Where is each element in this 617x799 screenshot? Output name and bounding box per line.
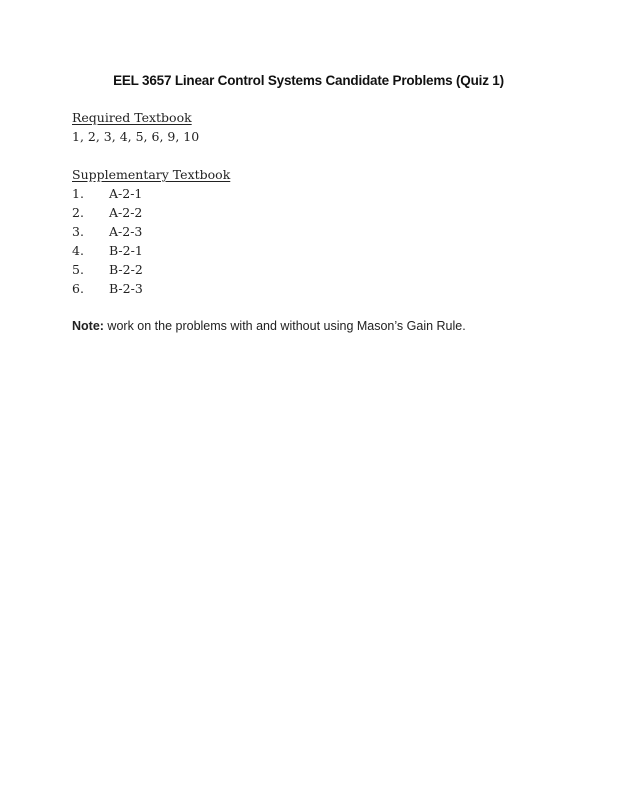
document-body [72, 108, 572, 336]
list-item-number: 5. [72, 262, 84, 277]
supplementary-problem-list [72, 184, 572, 298]
list-item [72, 241, 572, 260]
document-title: EEL 3657 Linear Control Systems Candidate Problems (Quiz 1) [113, 73, 504, 88]
list-item-text: A-2-1 [109, 186, 143, 201]
list-item [72, 184, 572, 203]
list-item-number: 6. [72, 281, 84, 296]
supplementary-textbook-heading: Supplementary Textbook [72, 167, 231, 182]
list-item [72, 279, 572, 298]
section-spacer [72, 146, 572, 165]
note-label: Note: [72, 319, 104, 333]
list-item [72, 260, 572, 279]
list-item-text: A-2-3 [109, 224, 143, 239]
list-item-text: A-2-2 [109, 205, 143, 220]
note-paragraph [72, 317, 572, 336]
required-problems: 1, 2, 3, 4, 5, 6, 9, 10 [72, 129, 200, 144]
list-item [72, 203, 572, 222]
list-item-text: B-2-3 [109, 281, 143, 296]
list-item-text: B-2-2 [109, 262, 143, 277]
list-item-number: 1. [72, 186, 84, 201]
required-textbook-heading: Required Textbook [72, 110, 192, 125]
list-item-number: 3. [72, 224, 84, 239]
note-text: work on the problems with and without using Mason’s Gain Rule. [103, 319, 466, 333]
list-item-number: 4. [72, 243, 84, 258]
list-item-text: B-2-1 [109, 243, 143, 258]
list-item [72, 222, 572, 241]
list-item-number: 2. [72, 205, 84, 220]
